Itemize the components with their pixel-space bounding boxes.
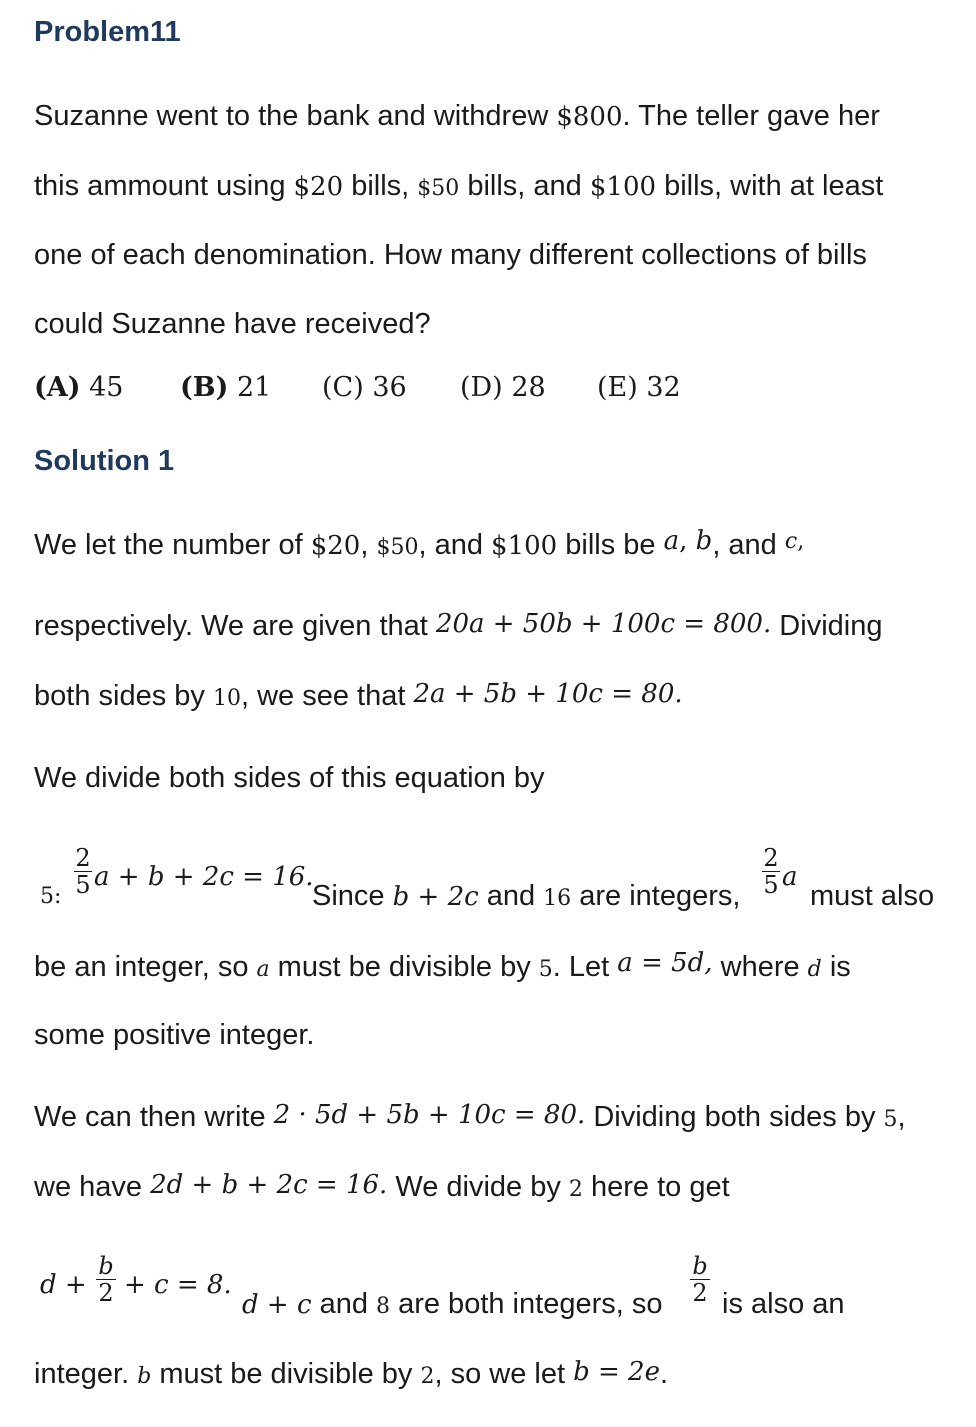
problem-line-1: Suzanne went to the bank and withdrew $800. The teller gave her xyxy=(34,100,880,132)
equation-a-5d: a = 5d, xyxy=(617,948,713,978)
divide-by-5-label: 5: xyxy=(40,884,62,909)
must-also-text: must also xyxy=(810,880,935,912)
choice-a: (A) 45 xyxy=(34,372,124,403)
amount-800: $800 xyxy=(556,102,623,132)
solution-title: Solution 1 xyxy=(34,445,175,477)
fraction-b-over-2-second: b 2 xyxy=(690,1253,710,1306)
solution-p1-line-2: respectively. We are given that 20a + 50b + 100c = 800. Dividing xyxy=(34,609,883,642)
equation-a-b-2c-16: a + b + 2c = 16. xyxy=(94,862,314,892)
solution-p2-line-1: We divide both sides of this equation by xyxy=(34,762,545,794)
fraction-2-over-5-a: 2 5 xyxy=(763,844,779,899)
equation-plus-c-8: + c = 8. xyxy=(124,1270,232,1300)
solution-p2-line-3: be an integer, so a must be divisible by 5. Let a = 5d, where d is xyxy=(34,948,851,983)
problem-line-3: one of each denomination. How many different collections of bills xyxy=(34,239,867,271)
amount-50: $50 xyxy=(417,176,460,201)
equation-b-2e: b = 2e xyxy=(573,1357,660,1387)
solution-p1-line-3: both sides by 10, we see that 2a + 5b + 10c = 80. xyxy=(34,679,683,712)
choice-d: (D) 28 xyxy=(460,372,546,403)
also-an-text: is also an xyxy=(722,1288,845,1320)
choice-e: (E) 32 xyxy=(597,372,681,403)
fraction-b-over-2: b 2 xyxy=(96,1253,116,1306)
equation-d-plus: d + xyxy=(40,1270,87,1300)
equation-2-5d-5b-10c: 2 · 5d + 5b + 10c = 80. xyxy=(273,1100,586,1130)
fraction-2-over-5: 2 5 xyxy=(75,844,91,899)
solution-p2-line-4: some positive integer. xyxy=(34,1019,315,1051)
equation-2d-b-2c-16: 2d + b + 2c = 16. xyxy=(150,1170,388,1200)
solution-p3-line-2: we have 2d + b + 2c = 16. We divide by 2 here to get xyxy=(34,1170,730,1203)
problem-line-2: this ammount using $20 bills, $50 bills, and $100 bills, with at least xyxy=(34,170,884,202)
problem-title: Problem11 xyxy=(34,16,181,48)
equation-20a-50b-100c: 20a + 50b + 100c = 800. xyxy=(435,609,772,639)
since-text: Since b + 2c and 16 are integers, xyxy=(312,880,741,912)
problem-line-4: could Suzanne have received? xyxy=(34,308,431,340)
amount-20: $20 xyxy=(293,172,344,202)
choice-b: (B) 21 xyxy=(180,372,272,403)
answer-choices xyxy=(34,372,934,412)
solution-p3-line-1: We can then write 2 · 5d + 5b + 10c = 80. Dividing both sides by 5, xyxy=(34,1100,906,1133)
choice-c: (C) 36 xyxy=(322,372,407,403)
equation-2a-5b-10c: 2a + 5b + 10c = 80. xyxy=(413,679,683,709)
amount-100: $100 xyxy=(589,172,657,202)
solution-p1-line-1: We let the number of $20, $50, and $100 bills be a, b, and $^{c,}$ xyxy=(34,526,805,561)
solution-p3-line-4: integer. b must be divisible by 2, so we let b = 2e. xyxy=(34,1357,669,1390)
d-plus-c-text: d + c and 8 are both integers, so xyxy=(242,1288,663,1320)
variable-a: a xyxy=(782,862,798,892)
